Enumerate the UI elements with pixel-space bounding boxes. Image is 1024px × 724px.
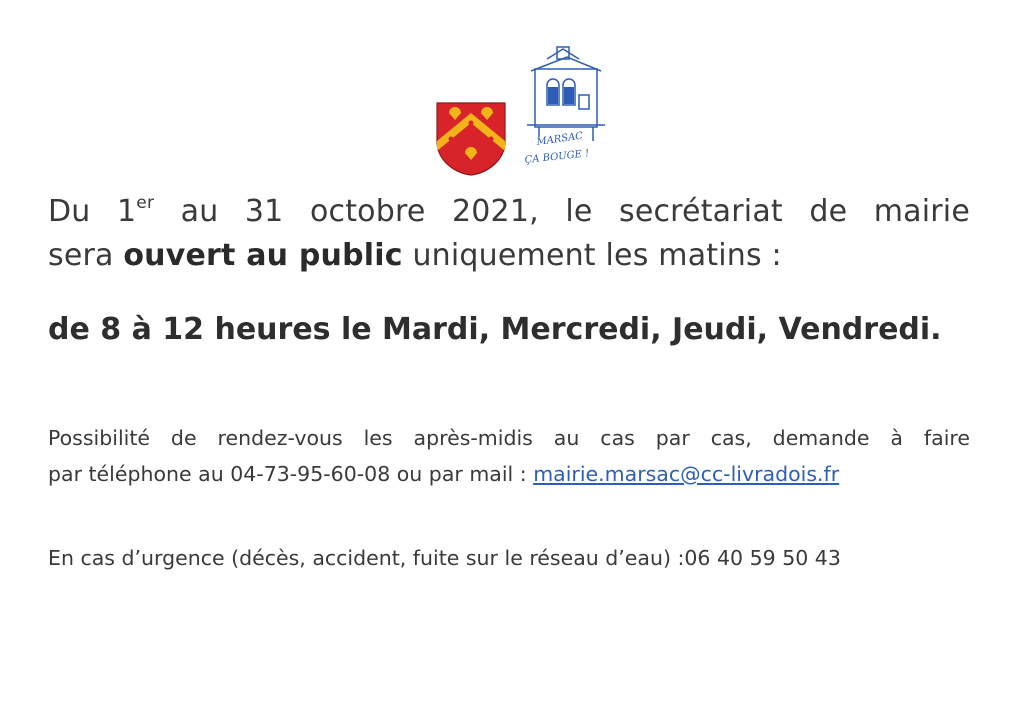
appointment-info (48, 420, 970, 492)
opening-hours: de 8 à 12 heures le Mardi, Mercredi, Jeudi, Vendredi. (48, 312, 942, 347)
announcement-line-1 (48, 190, 970, 234)
logo-text-line2: ÇA BOUGE ! (524, 148, 590, 166)
appointment-line-2 (48, 456, 970, 492)
open-to-public-emphasis: ouvert au public (123, 238, 403, 273)
appointment-line-1: Possibilité de rendez-vous les après-midis au cas par cas, demande à faire (48, 426, 970, 450)
date-rest: au 31 octobre 2021, le secrétariat de mairie (154, 194, 970, 229)
opening-announcement (48, 190, 970, 278)
logos-group (435, 45, 615, 175)
date-prefix: Du 1 (48, 194, 137, 229)
church-logo-icon (517, 45, 615, 173)
ordinal-superscript: er (136, 193, 155, 213)
emergency-contact: En cas d’urgence (décès, accident, fuite sur le réseau d’eau) :06 40 59 50 43 (48, 546, 841, 570)
line2-end: uniquement les matins : (402, 238, 782, 273)
phone-text: par téléphone au 04-73-95-60-08 ou par mail : (48, 462, 534, 486)
coat-of-arms-icon (435, 101, 507, 177)
email-link[interactable]: mairie.marsac@cc-livradois.fr (533, 462, 840, 486)
logo-text-line1: MARSAC (535, 130, 584, 148)
line2-start: sera (48, 238, 124, 273)
announcement-line-2 (48, 234, 970, 278)
